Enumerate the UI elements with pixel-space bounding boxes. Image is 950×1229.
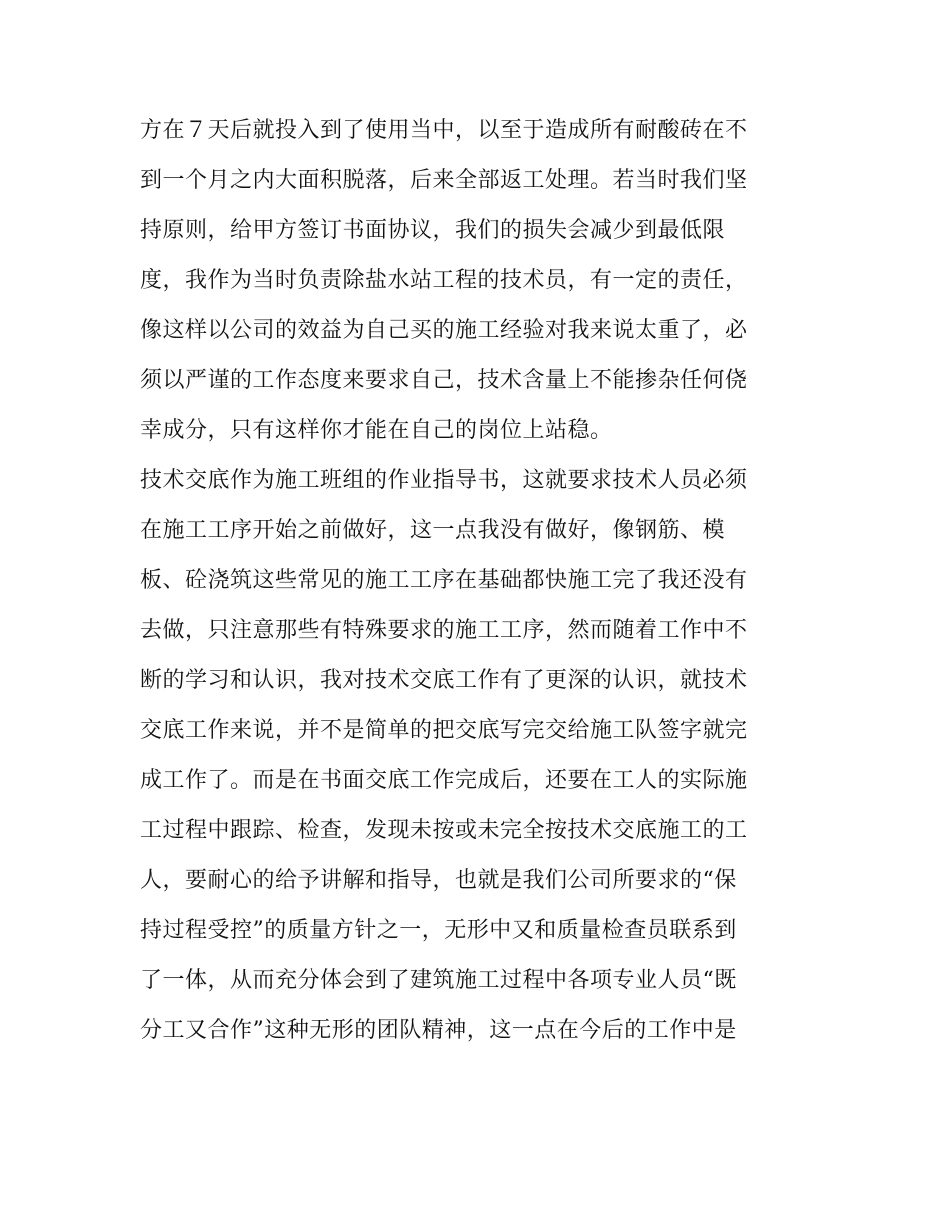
document-body	[140, 106, 820, 1056]
text-line: 人，要耐心的给予讲解和指导，也就是我们公司所要求的“保	[140, 868, 737, 893]
text-line: 交底工作来说，并不是简单的把交底写完交给施工队签字就完	[140, 718, 748, 743]
text-line: 断的学习和认识，我对技术交底工作有了更深的认识，就技术	[140, 668, 748, 693]
text-line: 板、砼浇筑这些常见的施工工序在基础都快施工完了我还没有	[140, 568, 748, 593]
text-line: 幸成分，只有这样你才能在自己的岗位上站稳。	[140, 418, 613, 443]
text-line: 方在７天后就投入到了使用当中，以至于造成所有耐酸砖在不	[140, 118, 748, 143]
text-line: 持原则，给甲方签订书面协议，我们的损失会减少到最低限	[140, 218, 726, 243]
text-line: 持过程受控”的质量方针之一，无形中又和质量检查员联系到	[140, 918, 737, 943]
text-line: 度，我作为当时负责除盐水站工程的技术员，有一定的责任，	[140, 268, 748, 293]
text-line: 分工又合作”这种无形的团队精神，这一点在今后的工作中是	[140, 1018, 737, 1043]
text-line: 去做，只注意那些有特殊要求的施工工序，然而随着工作中不	[140, 618, 748, 643]
text-line: 技术交底作为施工班组的作业指导书，这就要求技术人员必须	[140, 468, 748, 493]
text-line: 工过程中跟踪、检查，发现未按或未完全按技术交底施工的工	[140, 818, 748, 843]
text-line: 须以严谨的工作态度来要求自己，技术含量上不能掺杂任何侥	[140, 368, 748, 393]
text-line: 了一体，从而充分体会到了建筑施工过程中各项专业人员“既	[140, 968, 737, 993]
text-line: 在施工工序开始之前做好，这一点我没有做好，像钢筋、模	[140, 518, 726, 543]
text-line: 到一个月之内大面积脱落，后来全部返工处理。若当时我们坚	[140, 168, 748, 193]
text-line: 像这样以公司的效益为自己买的施工经验对我来说太重了，必	[140, 318, 748, 343]
text-line: 成工作了。而是在书面交底工作完成后，还要在工人的实际施	[140, 768, 748, 793]
